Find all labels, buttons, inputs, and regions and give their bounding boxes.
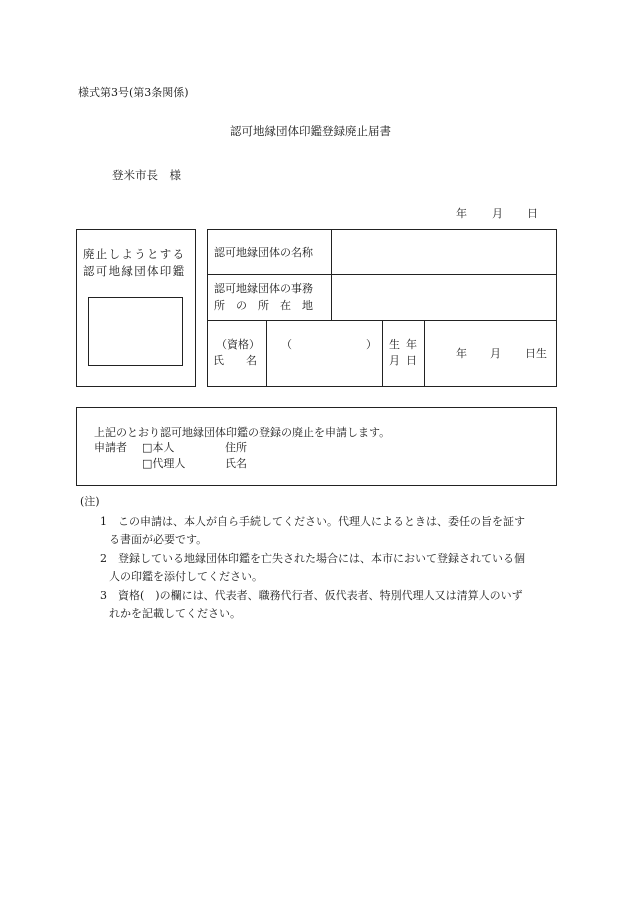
notes-header: (注)	[80, 495, 100, 508]
name-label: 氏 名	[213, 354, 257, 367]
office-address-label-2: 所 の 所 在 地	[214, 299, 313, 312]
seal-label-line1: 廃止しようとする	[83, 247, 186, 261]
birthdate-month-label: 月	[490, 347, 501, 360]
birth-label-1: 生	[389, 338, 400, 351]
applicant-agent-checkbox[interactable]: □代理人	[142, 457, 186, 470]
note-2-number: 2	[100, 552, 107, 565]
date-month-label: 月	[492, 207, 503, 220]
note-3-line-1: 資格( )の欄には、代表者、職務代行者、仮代表者、特別代理人又は清算人のいず	[118, 589, 523, 602]
birth-label-4: 日	[406, 354, 417, 367]
note-1-line-1: この申請は、本人が自ら手続してください。代理人によるときは、委任の旨を証す	[118, 515, 525, 528]
page-title: 認可地縁団体印鑑登録廃止届書	[230, 124, 391, 138]
representative-name-field[interactable]	[267, 321, 382, 387]
note-2-line-1: 登録している地縁団体印鑑を亡失された場合には、本市において登録されている個	[118, 552, 525, 565]
birthdate-year-label: 年	[456, 347, 467, 360]
birthdate-field[interactable]	[425, 321, 556, 387]
rep-birth-divider	[382, 320, 383, 387]
form-number: 様式第3号(第3条関係)	[78, 86, 189, 99]
seal-impression-box[interactable]	[88, 297, 183, 366]
date-day-label: 日	[527, 207, 538, 220]
recipient: 登米市長 様	[112, 168, 181, 182]
birth-label-3: 月	[389, 354, 400, 367]
qualification-paren-close: ）	[366, 338, 377, 351]
birthdate-day-label: 日生	[525, 347, 547, 360]
note-3-line-2: れかを記載してください。	[109, 607, 241, 620]
seal-label-line2: 認可地縁団体印鑑	[83, 264, 186, 278]
applicant-name-label: 氏名	[225, 457, 247, 470]
date-year-label: 年	[456, 207, 467, 220]
applicant-address-label: 住所	[225, 441, 247, 454]
note-2-line-2: 人の印鑑を添付してください。	[109, 570, 263, 583]
note-1-number: 1	[100, 515, 107, 528]
group-name-label: 認可地縁団体の名称	[214, 246, 313, 259]
note-3-number: 3	[100, 589, 107, 602]
qualification-label: （資格）	[216, 338, 260, 351]
applicant-label: 申請者	[94, 441, 127, 454]
office-address-field[interactable]	[332, 275, 556, 320]
applicant-self-checkbox[interactable]: □本人	[142, 441, 175, 454]
birth-label-2: 年	[406, 338, 417, 351]
request-statement: 上記のとおり認可地縁団体印鑑の登録の廃止を申請します。	[94, 426, 391, 439]
qualification-paren-open: （	[281, 338, 292, 351]
office-address-label-1: 認可地縁団体の事務	[214, 282, 313, 295]
note-1-line-2: る書面が必要です。	[109, 533, 208, 546]
group-name-field[interactable]	[332, 230, 556, 274]
